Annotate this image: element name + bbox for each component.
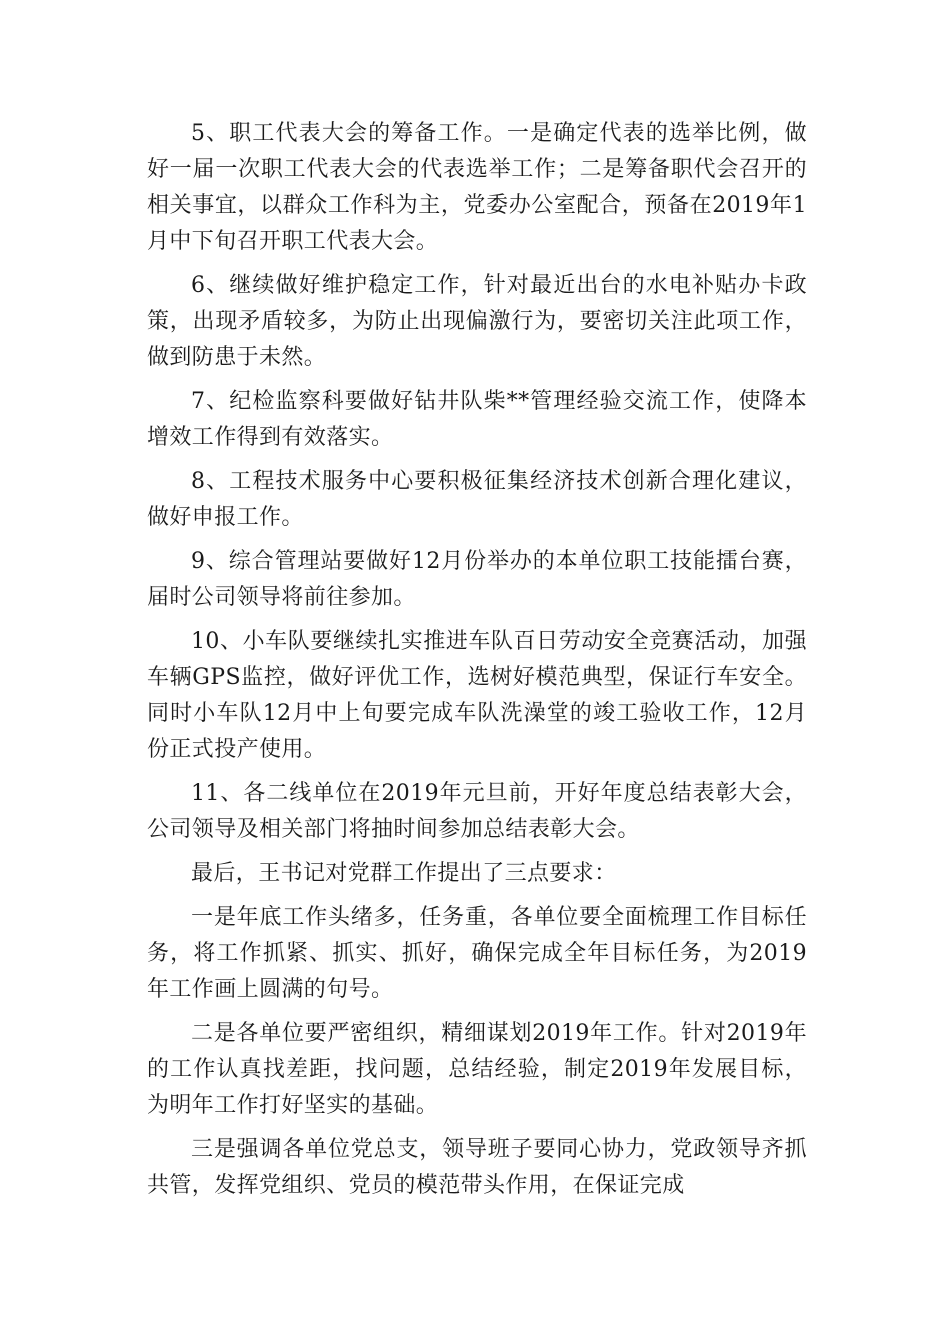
paragraph-requirement-1: 一是年底工作头绪多，任务重，各单位要全面梳理工作目标任务，将工作抓紧、抓实、抓好，确保完成全年目标任务，为2019年工作画上圆满的句号。 xyxy=(147,905,807,1002)
paragraph-item-5: 5、职工代表大会的筹备工作。一是确定代表的选举比例，做好一届一次职工代表大会的代表选举工作；二是筹备职代会召开的相关事宜，以群众工作科为主，党委办公室配合，预备在2019年1月中下旬召开职工代表大会。 xyxy=(147,121,807,254)
paragraph-item-11: 11、各二线单位在2019年元旦前，开好年度总结表彰大会，公司领导及相关部门将抽时间参加总结表彰大会。 xyxy=(147,781,807,842)
paragraph-requirement-3: 三是强调各单位党总支，领导班子要同心协力，党政领导齐抓共管，发挥党组织、党员的模范带头作用，在保证完成 xyxy=(147,1137,807,1198)
document-body xyxy=(147,116,807,1212)
paragraph-item-8: 8、工程技术服务中心要积极征集经济技术创新合理化建议，做好申报工作。 xyxy=(147,469,807,530)
paragraph-item-7: 7、纪检监察科要做好钻井队柴**管理经验交流工作，使降本增效工作得到有效落实。 xyxy=(147,389,807,450)
paragraph-item-6: 6、继续做好维护稳定工作，针对最近出台的水电补贴办卡政策，出现矛盾较多，为防止出现偏激行为，要密切关注此项工作，做到防患于未然。 xyxy=(147,273,807,370)
paragraph-item-10: 10、小车队要继续扎实推进车队百日劳动安全竞赛活动，加强车辆GPS监控，做好评优工作，选树好模范典型，保证行车安全。同时小车队12月中上旬要完成车队洗澡堂的竣工验收工作，12月份正式投产使用。 xyxy=(147,629,807,762)
paragraph-requirement-2: 二是各单位要严密组织，精细谋划2019年工作。针对2019年的工作认真找差距，找问题，总结经验，制定2019年发展目标，为明年工作打好坚实的基础。 xyxy=(147,1021,807,1118)
paragraph-requirements-intro: 最后，王书记对党群工作提出了三点要求： xyxy=(191,861,617,886)
paragraph-item-9: 9、综合管理站要做好12月份举办的本单位职工技能擂台赛，届时公司领导将前往参加。 xyxy=(147,549,807,610)
